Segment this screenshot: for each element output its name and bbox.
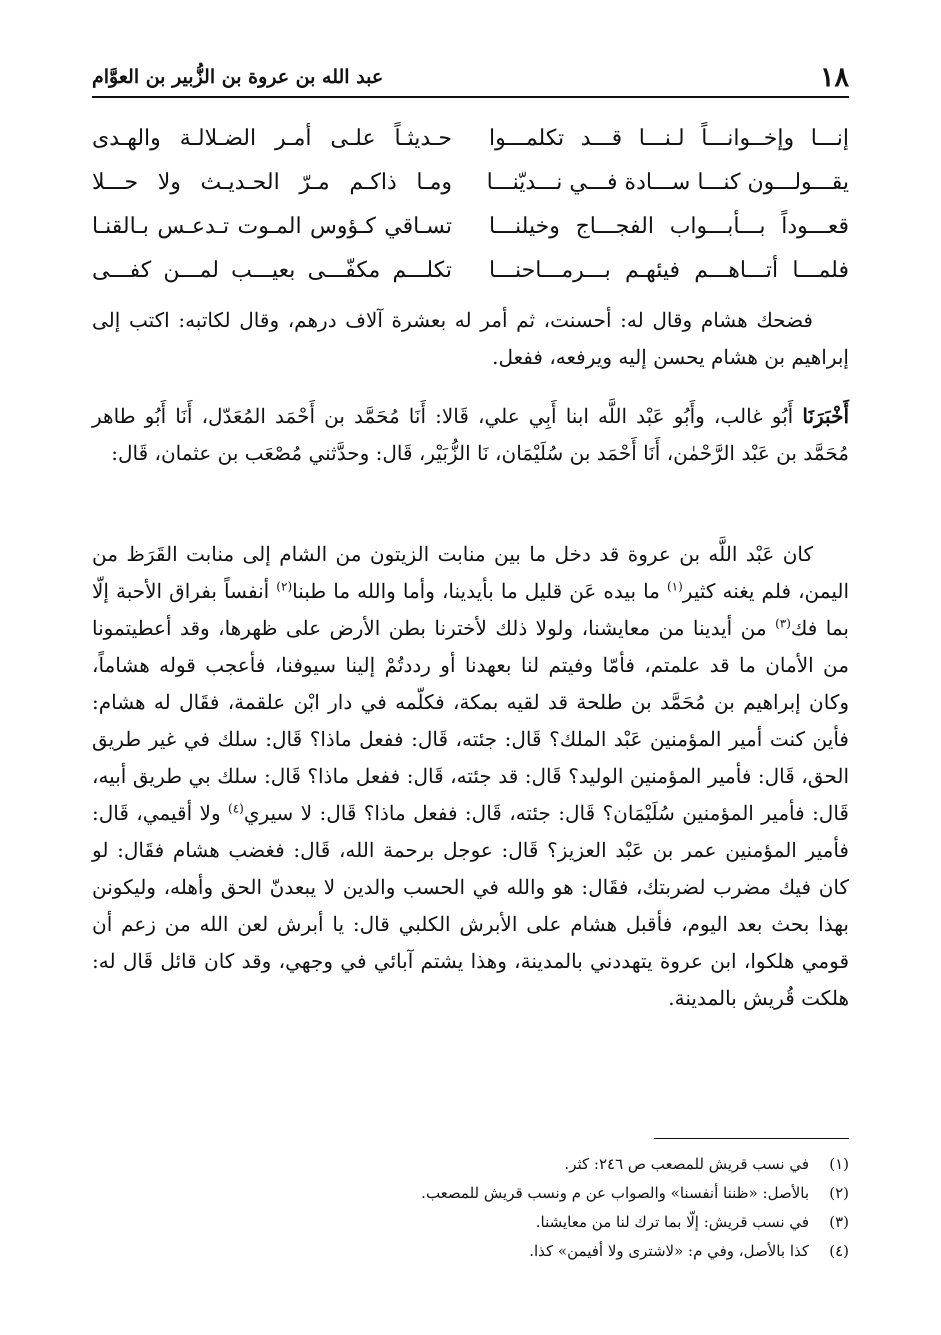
footnote-mark: (٣) <box>829 1213 849 1231</box>
footnotes <box>92 1150 849 1266</box>
footnote <box>92 1150 849 1179</box>
footnote <box>92 1208 849 1237</box>
footnote-mark: (٤) <box>829 1242 849 1260</box>
narrative-text: ما بيده عَن قليل ما بأيدينا، وأما والله ما طبنا <box>292 579 660 603</box>
hemistich-second: تسـاقي كـؤوس المـوت تـدعـس بـالقنـا <box>92 214 452 239</box>
hemistich-second: حـديثـاً علـى أمـر الضـلالـة والهـدى <box>92 126 452 151</box>
footnote-ref[interactable]: (٢) <box>276 579 293 594</box>
paragraph-isnad <box>92 398 849 472</box>
isnad-lead-word: أَخْبَرَنَا <box>802 404 850 428</box>
hemistich-first: فلمـــا أتـــاهـــم فيئهـم بـــرمـــاحنـــا <box>489 258 849 283</box>
paragraph-text: فضحك هشام وقال له: أحسنت، ثم أمر له بعشرة آلاف درهم، وقال لكاتبه: اكتب إلى إبراهيم بن هشام يحسن إليه ويرفعه، ففعل. <box>92 308 849 369</box>
footnote-text: بالأصل: «ظننا أنفسنا» والصواب عن م ونسب قريش للمصعب. <box>421 1184 809 1202</box>
footnote-text: في نسب قريش للمصعب ص ٢٤٦: كثر. <box>564 1155 809 1173</box>
paragraph-text <box>92 536 849 1017</box>
footnote-mark: (٢) <box>829 1184 849 1202</box>
hemistich-first: إنـــا وإخــوانـــاً لـنـــا قـــد تكلمـــوا <box>489 126 849 151</box>
hemistich-first: يقـــولـــون كنـــا ســـادة فـــي نـــديّنـــا <box>486 170 849 195</box>
footnote <box>92 1237 849 1266</box>
running-head <box>92 56 849 96</box>
footnote-rule <box>654 1138 849 1139</box>
footnote-ref[interactable]: (١) <box>666 579 683 594</box>
verse <box>92 124 849 168</box>
hemistich-first: قعـــوداً بـــأبـــواب الفجـــاج وخيلنـــا <box>489 214 849 239</box>
narrative-text: أنفساً بفراق الأحبة إلّا بما فك <box>92 579 849 640</box>
verse <box>92 256 849 300</box>
hemistich-second: ومـا ذاكـم مـرّ الحـديـث ولا حـــلا <box>92 170 452 195</box>
footnote-text: كذا بالأصل، وفي م: «لاشترى ولا أفيمن» كذا. <box>529 1242 809 1260</box>
poem <box>92 124 849 300</box>
header-rule <box>92 96 849 98</box>
narrative-text: من أيدينا من معايشنا، ولولا ذلك لأخترنا بطن الأرض على ظهرها، وقد أعطيتمونا من الأمان ما قد علمتم، فأمّا وفيتم لنا بعهدنا أو رددتُمْ إلينا سيوفنا، فأعجب قوله هشاماً، وكان إبراهيم بن مُحَمَّد بن طلحة قد لقيه بمكة، فكلّمه في دار ابْن علقمة، فقَال له هشام: فأين كنت أمير المؤمنين عَبْد الملك؟ قَال: جئته، قَال: ففعل ماذا؟ قَال: سلك في غير طريق الحق، قَال: فأمير المؤمنين الوليد؟ قَال: قد جئته، قَال: ففعل ماذا؟ قَال: سلك بي طريق أبيه، قَال: فأمير المؤمنين سُلَيْمَان؟ قَال: جئته، قَال: ففعل ماذا؟ قَال: لا سيري <box>92 616 849 825</box>
footnote-text: في نسب قريش: إلّا بما ترك لنا من معايشنا. <box>535 1213 809 1231</box>
isnad-text: أَبُو غالب، وأَبُو عَبْد اللَّه ابنا أَبِي علي، قَالا: أَنَا مُحَمَّد بن أَحْمَد المُعَدّل، أَنَا أَبُو طاهر مُحَمَّد بن عَبْد الرَّحْمٰن، أَنَا أَحْمَد بن سُلَيْمَان، نَا الزُّبَيْر، قَال: وحدَّثني مُصْعَب بن عثمان، قَال: <box>92 404 849 465</box>
narrative-text: ولا أقيمي، قَال: فأمير المؤمنين عمر بن عَبْد العزيز؟ قَال: عوجل برحمة الله، قَال: فغضب هشام فقَال: لو كان فيك مضرب لضربتك، فقَال: هو والله في الحسب والدين لا يبعدنّ الحق وأهله، وليكونن بهذا بحث بعد اليوم، فأقبل هشام على الأبرش الكلبي قال: يا أبرش لعن الله من زعم أن قومي هلكوا، ابن عروة يتهددني بالمدينة، وهذا يشتم آبائي في وجهي، وقد كان قائل قَال له: هلكت قُريش بالمدينة. <box>92 801 849 1010</box>
footnote-ref[interactable]: (٤) <box>228 801 244 816</box>
verse <box>92 212 849 256</box>
paragraph-text <box>92 398 849 472</box>
hemistich-second: تكلـــم مكفّـــى بعيـــب لمـــن كفـــى <box>92 258 452 283</box>
footnote-mark: (١) <box>829 1155 849 1173</box>
narrative-text: كان عَبْد اللَّه بن عروة قد دخل ما بين منابت الزيتون من الشام إلى منابت القَرَظ من اليمن، فلم يغنه كثير <box>92 542 850 603</box>
paragraph-reward <box>92 302 849 376</box>
footnote-ref[interactable]: (٣) <box>775 616 791 631</box>
paragraph-narrative <box>92 536 849 1017</box>
verse <box>92 168 849 212</box>
page-number: ١٨ <box>819 62 849 93</box>
footnote <box>92 1179 849 1208</box>
running-title: عبد الله بن عروة بن الزُّبير بن العوَّام <box>92 66 384 88</box>
